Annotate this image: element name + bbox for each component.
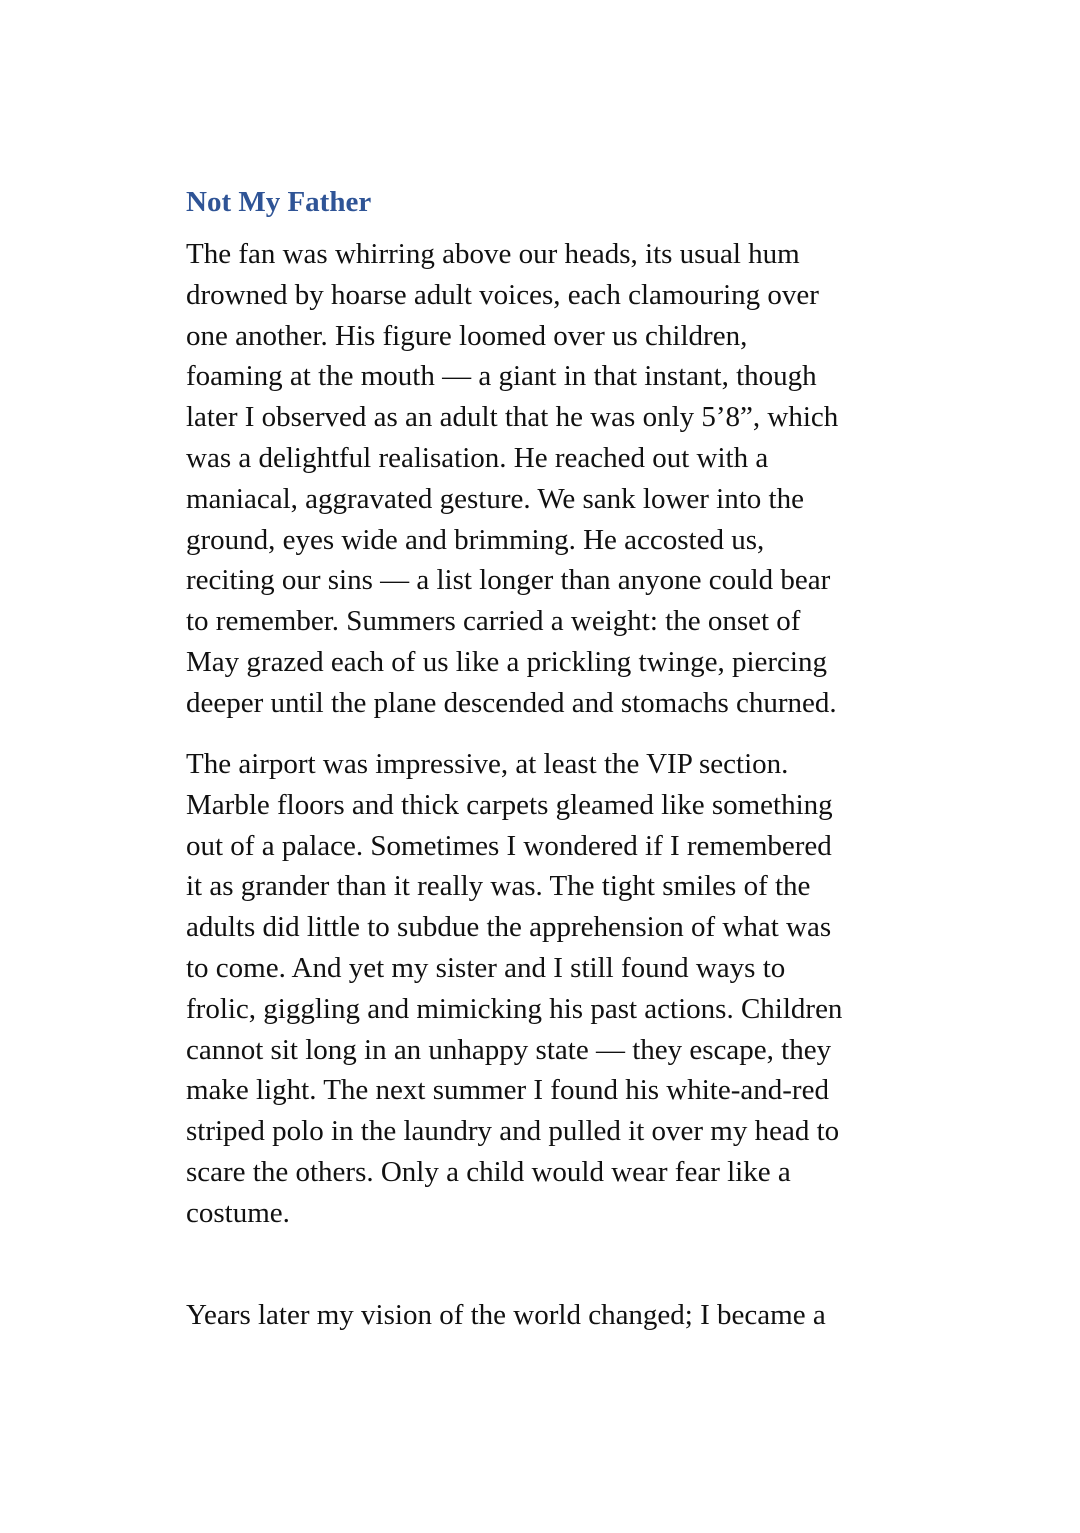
paragraph-line: frolic, giggling and mimicking his past actions. Children	[186, 992, 843, 1025]
paragraph-line: foaming at the mouth — a giant in that instant, though	[186, 360, 817, 393]
paragraph-line: to come. And yet my sister and I still found ways to	[186, 951, 786, 984]
paragraph-line: deeper until the plane descended and stomachs churned.	[186, 686, 837, 719]
paragraph-line: reciting our sins — a list longer than anyone could bear	[186, 564, 831, 597]
paragraph-line: striped polo in the laundry and pulled it over my head to	[186, 1115, 840, 1148]
paragraph-line: The fan was whirring above our heads, its usual hum	[186, 238, 800, 270]
paragraph-line: The airport was impressive, at least the VIP section.	[186, 748, 789, 780]
document-title: Not My Father	[186, 186, 372, 218]
paragraph-line: Marble floors and thick carpets gleamed like something	[186, 788, 833, 821]
paragraph-line: was a delightful realisation. He reached out with a	[186, 441, 769, 474]
paragraph-line: Years later my vision of the world changed; I became a	[186, 1299, 826, 1331]
paragraph-line: drowned by hoarse adult voices, each clamouring over	[186, 278, 819, 311]
paragraph-line: one another. His figure loomed over us children,	[186, 319, 748, 352]
paragraph-3	[186, 1295, 826, 1336]
paragraph-line: cannot sit long in an unhappy state — they escape, they	[186, 1033, 832, 1066]
paragraph-line: maniacal, aggravated gesture. We sank lower into the	[186, 482, 804, 515]
paragraph-2	[186, 744, 842, 1234]
paragraph-line: later I observed as an adult that he was only 5’8”, which	[186, 401, 839, 434]
paragraph-line: scare the others. Only a child would wear fear like a	[186, 1155, 791, 1188]
paragraph-line: May grazed each of us like a prickling twinge, piercing	[186, 645, 827, 678]
paragraph-1	[186, 234, 838, 724]
paragraph-line: to remember. Summers carried a weight: the onset of	[186, 605, 801, 638]
paragraph-line: costume.	[186, 1196, 290, 1229]
paragraph-line: adults did little to subdue the apprehension of what was	[186, 911, 832, 944]
paragraph-line: it as grander than it really was. The tight smiles of the	[186, 870, 811, 903]
paragraph-line: out of a palace. Sometimes I wondered if I remembered	[186, 829, 832, 862]
paragraph-line: ground, eyes wide and brimming. He accosted us,	[186, 523, 765, 556]
paragraph-line: make light. The next summer I found his white-and-red	[186, 1074, 829, 1107]
